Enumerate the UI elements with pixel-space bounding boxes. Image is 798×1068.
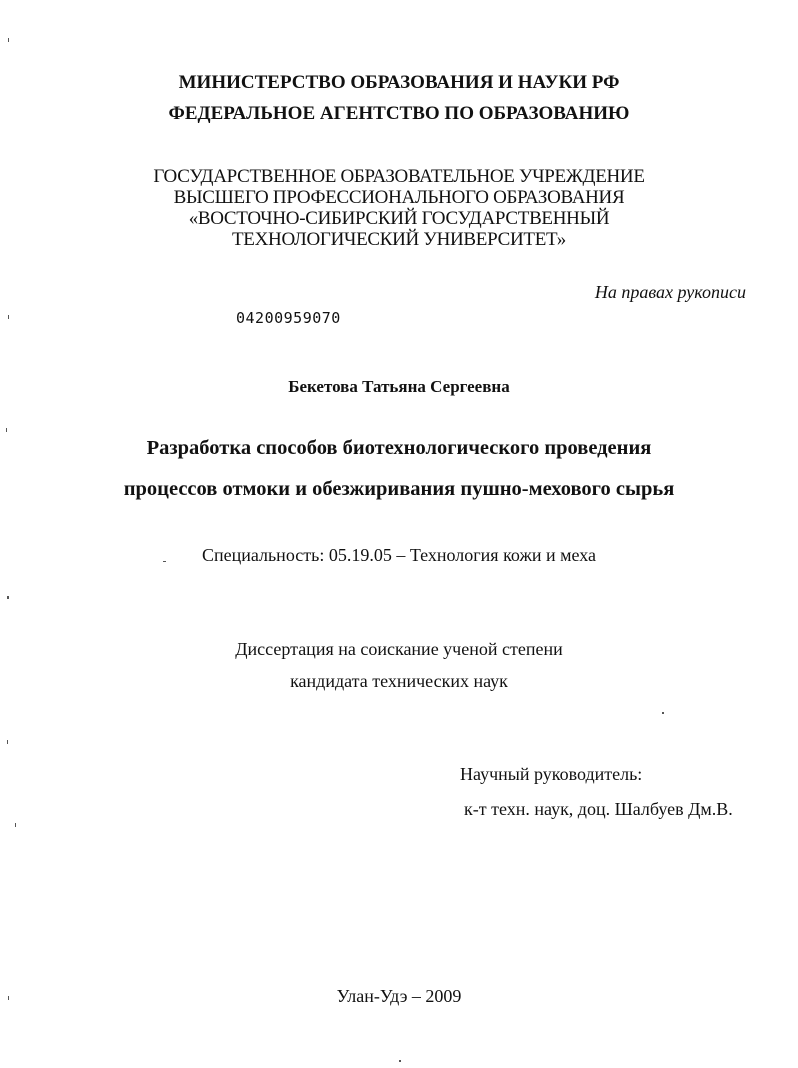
place-year: Улан-Удэ – 2009 [336,986,462,1006]
scan-speck [163,561,166,562]
scan-speck [6,428,7,432]
manuscript-note: На правах рукописи [594,282,746,302]
dissertation-title-line-2: процессов отмоки и обезжиривания пушно-мехового сырья [123,478,675,500]
scan-speck [15,823,16,827]
document-code: 04200959070 [236,309,341,327]
supervisor-label: Научный руководитель: [460,764,643,784]
institution-line-4: ТЕХНОЛОГИЧЕСКИЙ УНИВЕРСИТЕТ» [231,229,567,250]
dissertation-title-line-1: Разработка способов биотехнологического проведения [146,437,652,459]
scan-speck [399,1060,401,1062]
ministry-heading: МИНИСТЕРСТВО ОБРАЗОВАНИЯ И НАУКИ РФ [178,72,620,93]
degree-line-1: Диссертация на соискание ученой степени [235,639,563,659]
scan-speck [7,596,9,599]
scan-speck [662,712,664,714]
scan-speck [8,38,9,42]
degree-line-2: кандидата технических наук [290,671,508,691]
institution-line-2: ВЫСШЕГО ПРОФЕССИОНАЛЬНОГО ОБРАЗОВАНИЯ [173,187,625,208]
supervisor-name: к-т техн. наук, доц. Шалбуев Дм.В. [464,799,733,819]
institution-line-3: «ВОСТОЧНО-СИБИРСКИЙ ГОСУДАРСТВЕННЫЙ [188,208,610,229]
author-name: Бекетова Татьяна Сергеевна [288,377,510,396]
scan-speck [8,996,9,1000]
scan-speck [8,315,9,319]
institution-line-1: ГОСУДАРСТВЕННОЕ ОБРАЗОВАТЕЛЬНОЕ УЧРЕЖДЕНИЕ [153,166,645,187]
scan-speck [7,740,8,744]
agency-heading: ФЕДЕРАЛЬНОЕ АГЕНТСТВО ПО ОБРАЗОВАНИЮ [168,103,630,124]
specialty-line: Специальность: 05.19.05 – Технология кожи и меха [201,545,597,565]
